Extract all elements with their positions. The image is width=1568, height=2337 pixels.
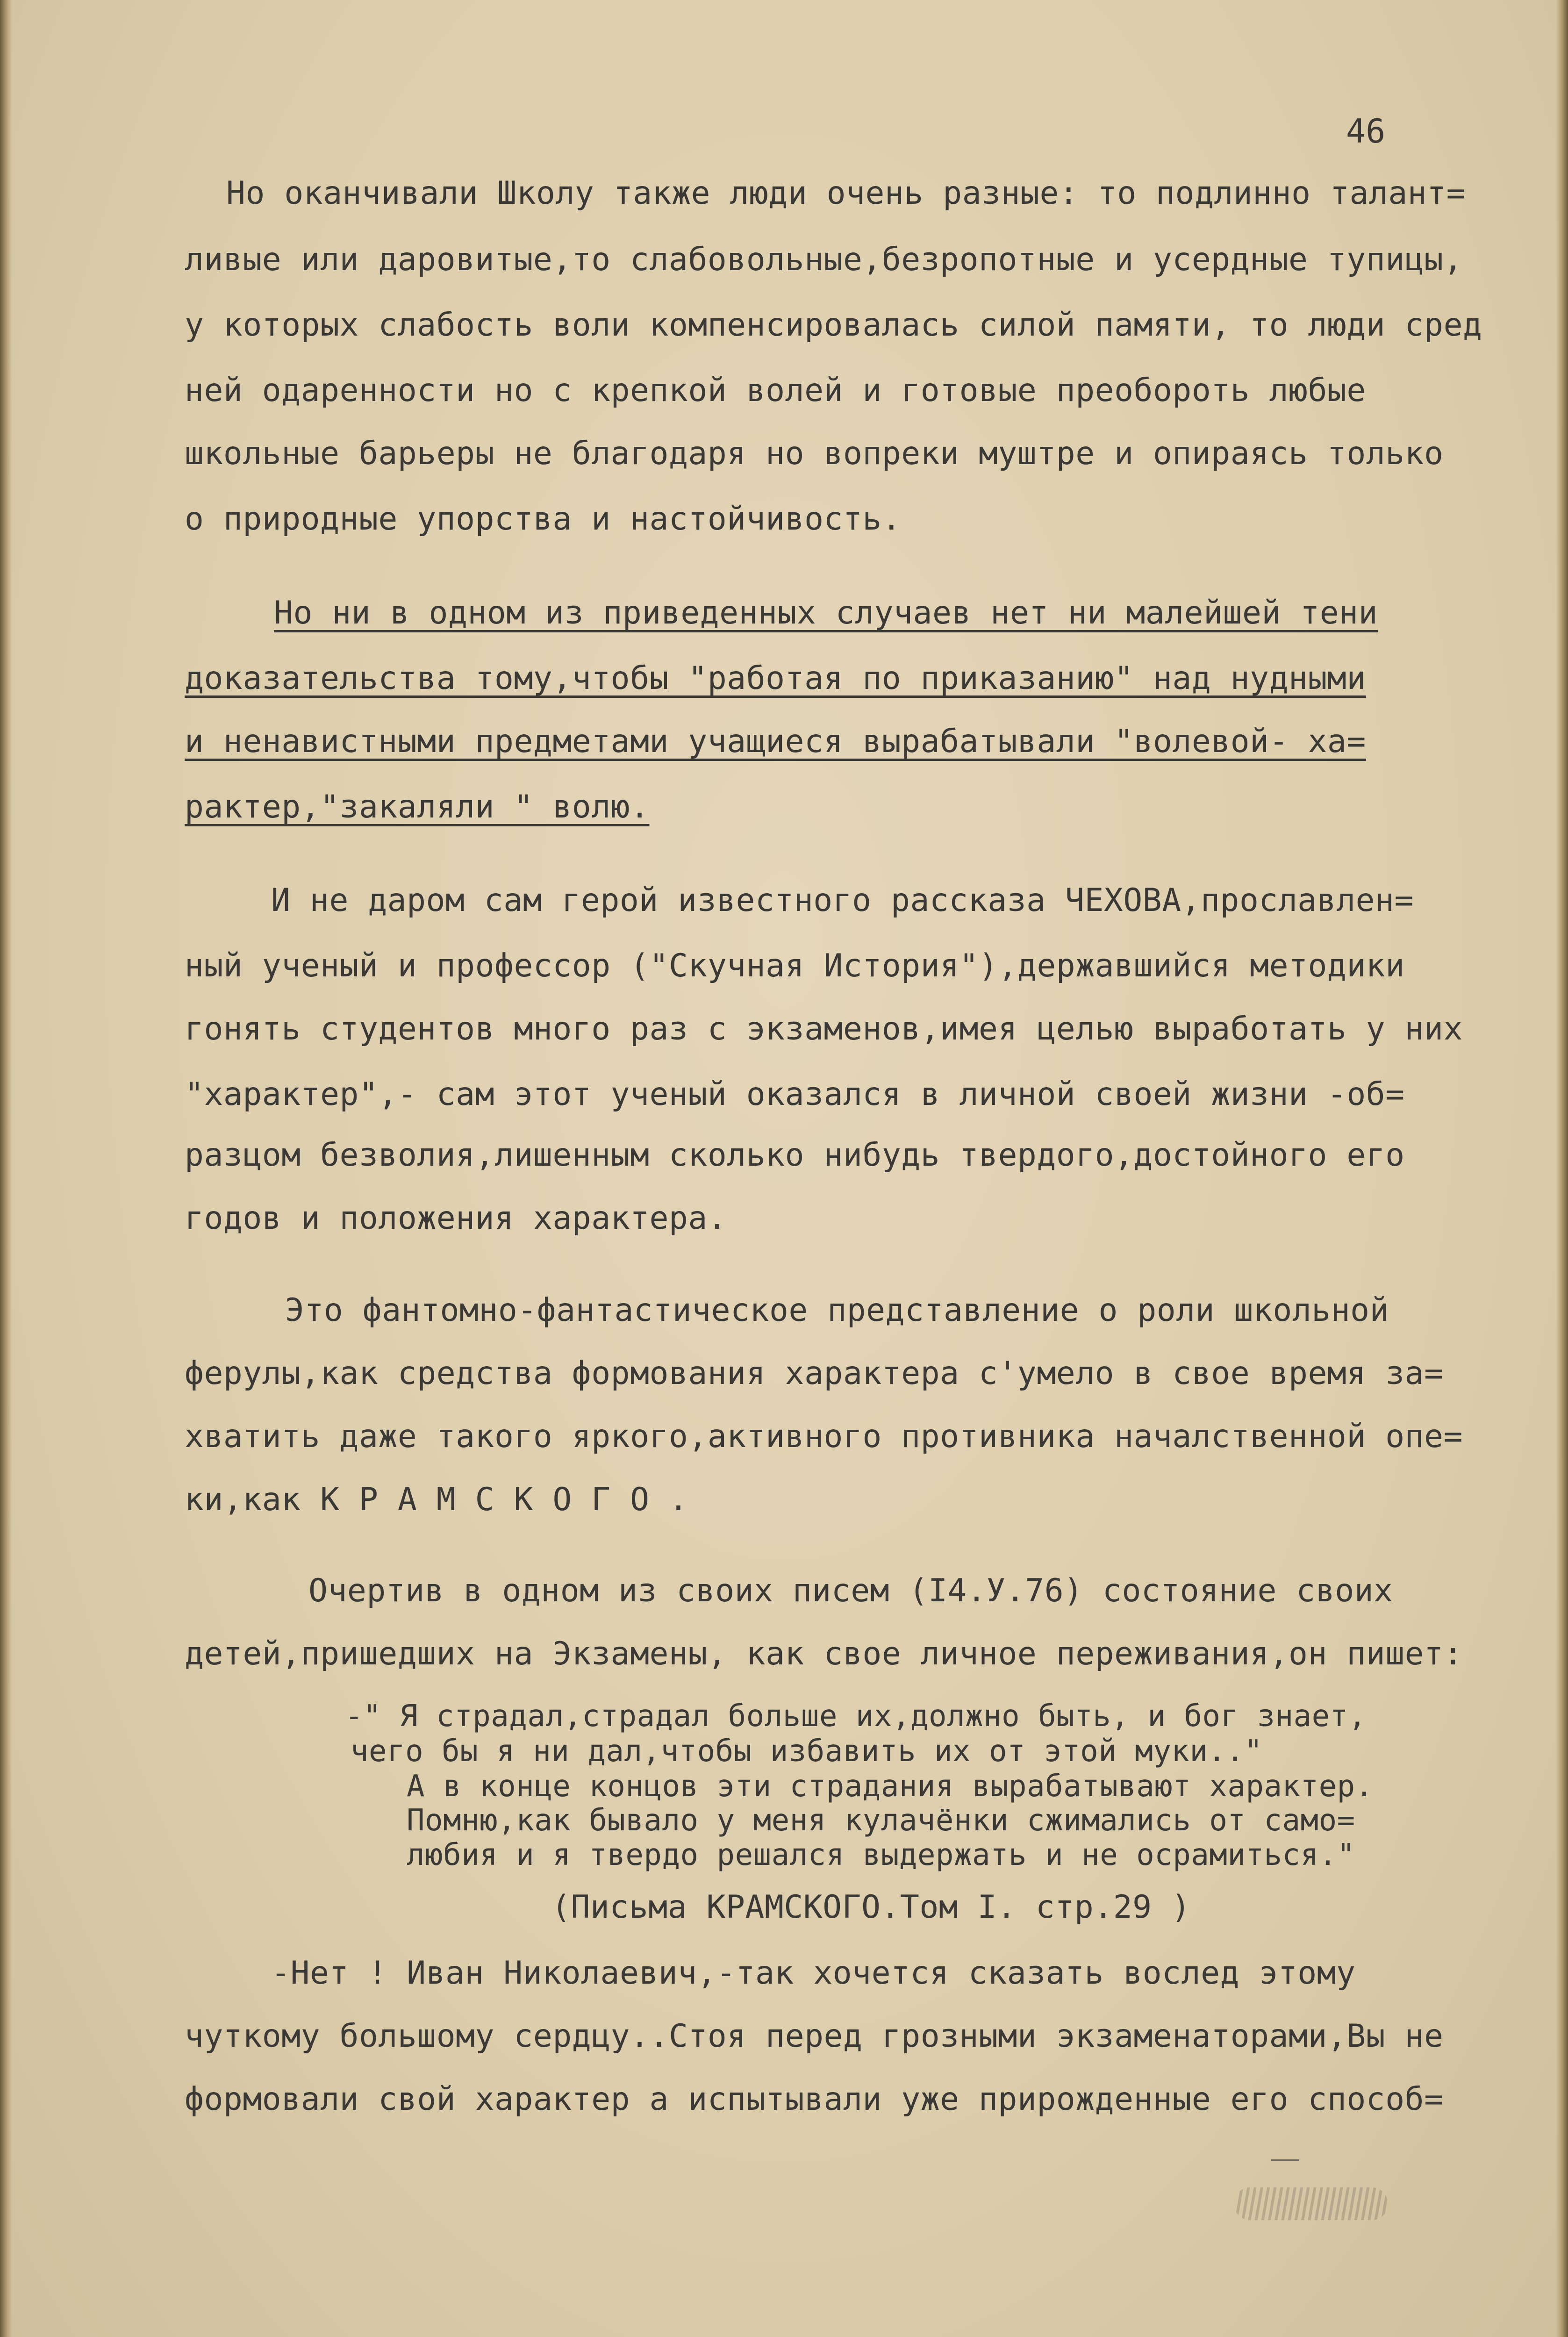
- paragraph-4-line-4: ки,как К Р А М С К О Г О .: [185, 1481, 688, 1518]
- paragraph-8-line-3: формовали свой характер а испытывали уже прирожденные его способ=: [185, 2081, 1444, 2118]
- paragraph-4-line-1: Это фантомно-фантастическое представление о роли школьной: [285, 1292, 1389, 1329]
- paragraph-8-line-2: чуткому большому сердцу..Стоя перед грозными экзаменаторами,Вы не: [185, 2018, 1444, 2055]
- paragraph-2-line-2: доказательства тому,чтобы "работая по приказанию" над нудными: [185, 660, 1366, 697]
- page-edge-left: [0, 0, 12, 2337]
- quote-line-1: -" Я страдал,страдал больше их,должно быть, и бог знает,: [345, 1699, 1367, 1734]
- quote-line-3: А в конце концов эти страдания вырабатывают характер.: [407, 1769, 1374, 1804]
- paragraph-1-line-6: о природные упорства и настойчивость.: [185, 501, 902, 538]
- paragraph-1-line-5: школьные барьеры не благодаря но вопреки муштре и опираясь только: [185, 435, 1444, 472]
- ink-smudge: [1234, 2187, 1388, 2220]
- paragraph-3-line-5: разцом безволия,лишенным сколько нибудь твердого,достойного его: [185, 1137, 1405, 1174]
- paragraph-2-line-4: рактер,"закаляли " волю.: [185, 789, 650, 825]
- paragraph-4-line-3: хватить даже такого яркого,активного противника началственной опе=: [185, 1418, 1463, 1455]
- citation: (Письма КРАМСКОГО.Том I. стр.29 ): [551, 1889, 1191, 1926]
- paragraph-5-line-2: детей,пришедших на Экзамены, как свое личное переживания,он пишет:: [185, 1635, 1463, 1672]
- paragraph-1-line-2: ливые или даровитые,то слабовольные,безропотные и усердные тупицы,: [185, 241, 1463, 278]
- page-number: 46: [1346, 112, 1386, 151]
- paragraph-3-line-1: И не даром сам герой известного рассказа ЧЕХОВА,прославлен=: [271, 882, 1414, 919]
- paragraph-2-line-3: и ненавистными предметами учащиеся вырабатывали "волевой- ха=: [185, 723, 1366, 760]
- paragraph-1-line-1: Но оканчивали Школу также люди очень разные: то подлинно талант=: [226, 175, 1466, 212]
- quote-line-5: любия и я твердо решался выдержать и не осрамиться.": [407, 1838, 1355, 1872]
- paragraph-3-line-6: годов и положения характера.: [185, 1200, 727, 1237]
- paragraph-4-line-2: ферулы,как средства формования характера с'умело в свое время за=: [185, 1355, 1444, 1392]
- paragraph-1-line-4: ней одаренности но с крепкой волей и готовые преобороть любые: [185, 372, 1366, 409]
- handwritten-dash-mark: [1271, 2159, 1299, 2161]
- paragraph-3-line-2: ный ученый и профессор ("Скучная История"),державшийся методики: [185, 947, 1405, 984]
- quote-line-4: Помню,как бывало у меня кулачёнки сжимались от само=: [407, 1803, 1355, 1838]
- paragraph-3-line-4: "характер",- сам этот ученый оказался в личной своей жизни -об=: [185, 1076, 1405, 1113]
- paragraph-3-line-3: гонять студентов много раз с экзаменов,имея целью выработать у них: [185, 1011, 1463, 1047]
- page-edge-right: [1556, 0, 1568, 2337]
- paragraph-1-line-3: у которых слабость воли компенсировалась силой памяти, то люди сред: [185, 307, 1482, 344]
- paragraph-2-line-1: Но ни в одном из приведенных случаев нет ни малейшей тени: [274, 595, 1378, 631]
- quote-line-2: чего бы я ни дал,чтобы избавить их от этой муки..": [351, 1734, 1263, 1769]
- paragraph-8-line-1: -Нет ! Иван Николаевич,-так хочется сказать вослед этому: [271, 1955, 1356, 1992]
- paragraph-5-line-1: Очертив в одном из своих писем (I4.У.76) состояние своих: [308, 1572, 1393, 1609]
